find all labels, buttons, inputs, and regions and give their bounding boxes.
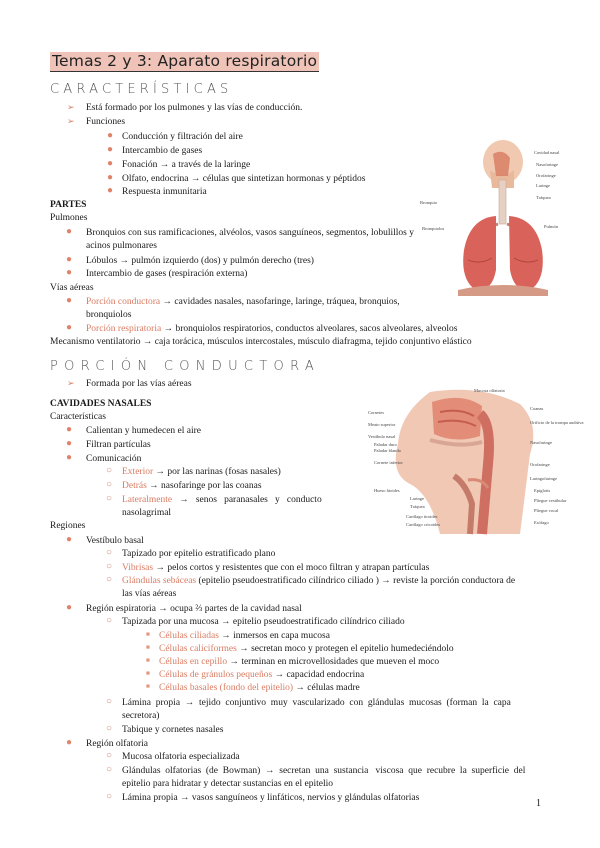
list-item: Olfato, endocrina → células que sintetizan hormonas y péptidos	[122, 174, 366, 184]
list-item: Glándulas olfatorias (de Bowman) → secretan una sustancia viscosa que recubre la superficie del	[122, 766, 526, 776]
dot-bullet-icon: ●	[107, 185, 114, 196]
dot-bullet-icon: ●	[66, 254, 73, 265]
term-text: → nasofaringe por las coanas	[146, 481, 262, 491]
square-bullet-icon: ■	[146, 657, 150, 664]
list-item	[159, 643, 454, 655]
text-line: Funciones	[86, 117, 126, 127]
nasal-cavity-illustration	[368, 384, 584, 542]
list-item: Respuesta inmunitaria	[122, 187, 207, 197]
list-item: Lámina propia → tejido conjuntivo muy vascularizado con glándulas mucosas (forman la capa	[122, 698, 511, 708]
list-item: Filtran partículas	[86, 440, 151, 450]
figure-label: Pliegue vocal	[534, 508, 559, 513]
square-bullet-icon: ■	[146, 670, 150, 677]
list-item: Calientan y humedecen el aire	[86, 426, 202, 436]
term-celulas-en-cepillo: Células en cepillo	[159, 657, 228, 667]
list-item: Bronquios con sus ramificaciones, alvéolos, vasos sanguíneos, segmentos, lobulillos y	[86, 228, 414, 238]
dot-bullet-icon: ●	[66, 322, 73, 333]
list-item: Región olfatoria	[86, 739, 148, 749]
dot-bullet-icon: ●	[66, 452, 73, 463]
list-item: Mucosa olfatoria especializada	[122, 752, 240, 762]
ring-bullet-icon: ○	[106, 750, 113, 761]
list-item	[122, 480, 262, 492]
figure-label: Meato superior	[368, 422, 396, 427]
list-item	[159, 682, 360, 694]
term-glandulas-sebaceas: Glándulas sebáceas	[122, 576, 197, 586]
ring-bullet-icon: ○	[106, 465, 113, 476]
text-line: Formada por las vías aéreas	[86, 379, 192, 389]
term-text: → por las narinas (fosas nasales)	[153, 467, 281, 477]
figure-label: Orofaringe	[536, 173, 556, 178]
figure-label: Tráquea	[536, 195, 551, 200]
figure-label: Laringe	[410, 496, 424, 501]
ring-bullet-icon: ○	[106, 561, 113, 572]
dot-bullet-icon: ●	[107, 130, 114, 141]
figure-label: Vestíbulo nasal	[368, 434, 396, 439]
term-celulas-basales: Células basales (fondo del epitelio)	[159, 683, 294, 693]
dot-bullet-icon: ●	[107, 158, 114, 169]
mecanismo-line: Mecanismo ventilatorio → caja torácica, músculos intercostales, músculo diafragma, tejido conjuntivo elástico	[50, 337, 472, 347]
term-vibrisas: Vibrisas	[122, 563, 154, 573]
text-line: Está formado por los pulmones y las vías de conducción.	[86, 103, 303, 113]
list-item: Conducción y filtración del aire	[122, 132, 243, 142]
figure-label: Hueso hioides	[374, 488, 400, 493]
list-item	[86, 296, 400, 308]
list-item	[122, 466, 281, 478]
figure-label: Cornetes	[368, 410, 384, 415]
arrow-bullet-icon: ➢	[67, 378, 75, 388]
list-item: Fonación → a través de la laringe	[122, 160, 251, 170]
term-text: → secretan moco y protegen el epitelio humedeciéndolo	[236, 644, 454, 654]
list-item: Tabique y cornetes nasales	[122, 725, 224, 735]
arrow-bullet-icon: ➢	[67, 116, 75, 126]
list-item	[122, 562, 429, 574]
term-text: → inmersos en capa mucosa	[218, 631, 330, 641]
term-celulas-granulos: Células de gránulos pequeños	[159, 670, 273, 680]
cavidades-heading: CAVIDADES NASALES	[50, 399, 152, 409]
list-item-cont: nasolagrimal	[122, 508, 172, 518]
section-heading-caracteristicas: CARACTERÍSTICAS	[50, 82, 233, 97]
list-item-cont: las vías aéreas	[122, 589, 177, 599]
ring-bullet-icon: ○	[106, 493, 113, 504]
list-item	[159, 669, 364, 681]
caracteristicas-label: Características	[50, 412, 106, 422]
list-item	[159, 656, 439, 668]
figure-label: Nasofaringe	[530, 440, 552, 445]
dot-bullet-icon: ●	[66, 295, 73, 306]
partes-heading: PARTES	[50, 200, 87, 210]
list-item: Comunicación	[86, 454, 142, 464]
list-item	[122, 494, 322, 506]
page-title-wrap	[50, 52, 319, 71]
dot-bullet-icon: ●	[66, 226, 73, 237]
figure-label: Cornete inferior	[374, 460, 403, 465]
term-lateralmente: Lateralmente	[122, 495, 173, 505]
figure-label: Pulmón	[544, 224, 559, 229]
figure-label: Bronquiolos	[422, 226, 445, 231]
figure-label: Cavidad nasal	[534, 150, 560, 155]
dot-bullet-icon: ●	[107, 172, 114, 183]
ring-bullet-icon: ○	[106, 723, 113, 734]
ring-bullet-icon: ○	[106, 547, 113, 558]
dot-bullet-icon: ●	[66, 534, 73, 545]
ring-bullet-icon: ○	[106, 696, 113, 707]
figure-label: Orofaringe	[530, 462, 550, 467]
figure-label: Cartílago tiroides	[406, 514, 438, 519]
term-celulas-caliciformes: Células caliciformes	[159, 644, 237, 654]
figure-label: Tráquea	[410, 504, 425, 509]
list-item	[86, 323, 457, 335]
term-text: → bronquiolos respiratorios, conductos alveolares, sacos alveolares, alveolos	[161, 324, 458, 334]
figure-label: Orificio de la trompa auditiva	[530, 420, 584, 425]
vias-label: Vías aéreas	[50, 283, 94, 293]
square-bullet-icon: ■	[146, 683, 150, 690]
dot-bullet-icon: ●	[66, 267, 73, 278]
page-title: Temas 2 y 3: Aparato respiratorio	[52, 52, 318, 70]
list-item: Vestíbulo basal	[86, 536, 144, 546]
term-text: → cavidades nasales, nasofaringe, laringe, tráquea, bronquios,	[160, 297, 400, 307]
term-text: → células madre	[293, 683, 360, 693]
list-item: Intercambio de gases (respiración externa)	[86, 269, 248, 279]
figure-label: Coanas	[530, 406, 544, 411]
page-number: 1	[536, 798, 541, 809]
dot-bullet-icon: ●	[66, 438, 73, 449]
list-item: Lóbulos → pulmón izquierdo (dos) y pulmón derecho (tres)	[86, 256, 314, 266]
square-bullet-icon: ■	[146, 631, 150, 638]
figure-label: Nasofaringe	[536, 162, 558, 167]
term-text: → pelos cortos y resistentes que con el moco filtran y atrapan partículas	[153, 563, 430, 573]
list-item	[122, 575, 515, 587]
term-exterior: Exterior	[122, 467, 154, 477]
ring-bullet-icon: ○	[106, 615, 113, 626]
term-text: → terminan en microvellosidades que mueven el moco	[227, 657, 440, 667]
term-celulas-ciliadas: Células ciliadas	[159, 631, 219, 641]
list-item-cont: secretora)	[122, 711, 160, 721]
figure-label: Epiglotis	[534, 488, 551, 493]
figure-label: Laringofaringe	[530, 476, 557, 481]
regiones-label: Regiones	[50, 521, 86, 531]
list-item-cont: acinos pulmonares	[86, 241, 157, 251]
term-porcion-conductora: Porción conductora	[86, 297, 161, 307]
term-text: → senos paranasales y conducto	[172, 495, 322, 505]
term-text: → capacidad endocrina	[272, 670, 365, 680]
figure-label: Cartílago cricoides	[406, 522, 441, 527]
dot-bullet-icon: ●	[66, 602, 73, 613]
respiratory-system-illustration	[420, 140, 560, 300]
figure-label: Bronquio	[420, 200, 438, 205]
figure-label: Laringe	[536, 183, 550, 188]
dot-bullet-icon: ●	[66, 424, 73, 435]
square-bullet-icon: ■	[146, 644, 150, 651]
term-porcion-respiratoria: Porción respiratoria	[86, 324, 162, 334]
figure-label: Mucosa olfatoria	[474, 388, 505, 393]
list-item-cont: bronquiolos	[86, 310, 132, 320]
dot-bullet-icon: ●	[107, 144, 114, 155]
dot-bullet-icon: ●	[66, 737, 73, 748]
ring-bullet-icon: ○	[106, 479, 113, 490]
figure-label: Esófago	[534, 520, 549, 525]
ring-bullet-icon: ○	[106, 764, 113, 775]
section-heading-porcion-conductora: PORCIÓN CONDUCTORA	[50, 359, 321, 374]
arrow-bullet-icon: ➢	[67, 102, 75, 112]
figure-label: Paladar blando	[374, 448, 401, 453]
list-item	[159, 630, 330, 642]
list-item: Región espiratoria → ocupa ⅔ partes de la cavidad nasal	[86, 604, 302, 614]
ring-bullet-icon: ○	[106, 791, 113, 802]
term-text: (epitelio pseudoestratificado cilíndrico ciliado ) → reviste la porción conductora de	[196, 576, 516, 586]
list-item: Tapizado por epitelio estratificado plano	[122, 549, 276, 559]
ring-bullet-icon: ○	[106, 574, 113, 585]
list-item: Tapizada por una mucosa → epitelio pseudoestratificado cilíndrico ciliado	[122, 617, 405, 627]
list-item-cont: epitelio para hidratar y detectar sustancias en el epitelio	[122, 779, 334, 789]
figure-label: Pliegue vestibular	[534, 498, 567, 503]
list-item: Lámina propia → vasos sanguíneos y linfáticos, nervios y glándulas olfatorias	[122, 793, 420, 803]
pulmones-label: Pulmones	[50, 213, 88, 223]
term-detras: Detrás	[122, 481, 147, 491]
list-item: Intercambio de gases	[122, 146, 203, 156]
figure-label: Paladar duro	[374, 442, 397, 447]
